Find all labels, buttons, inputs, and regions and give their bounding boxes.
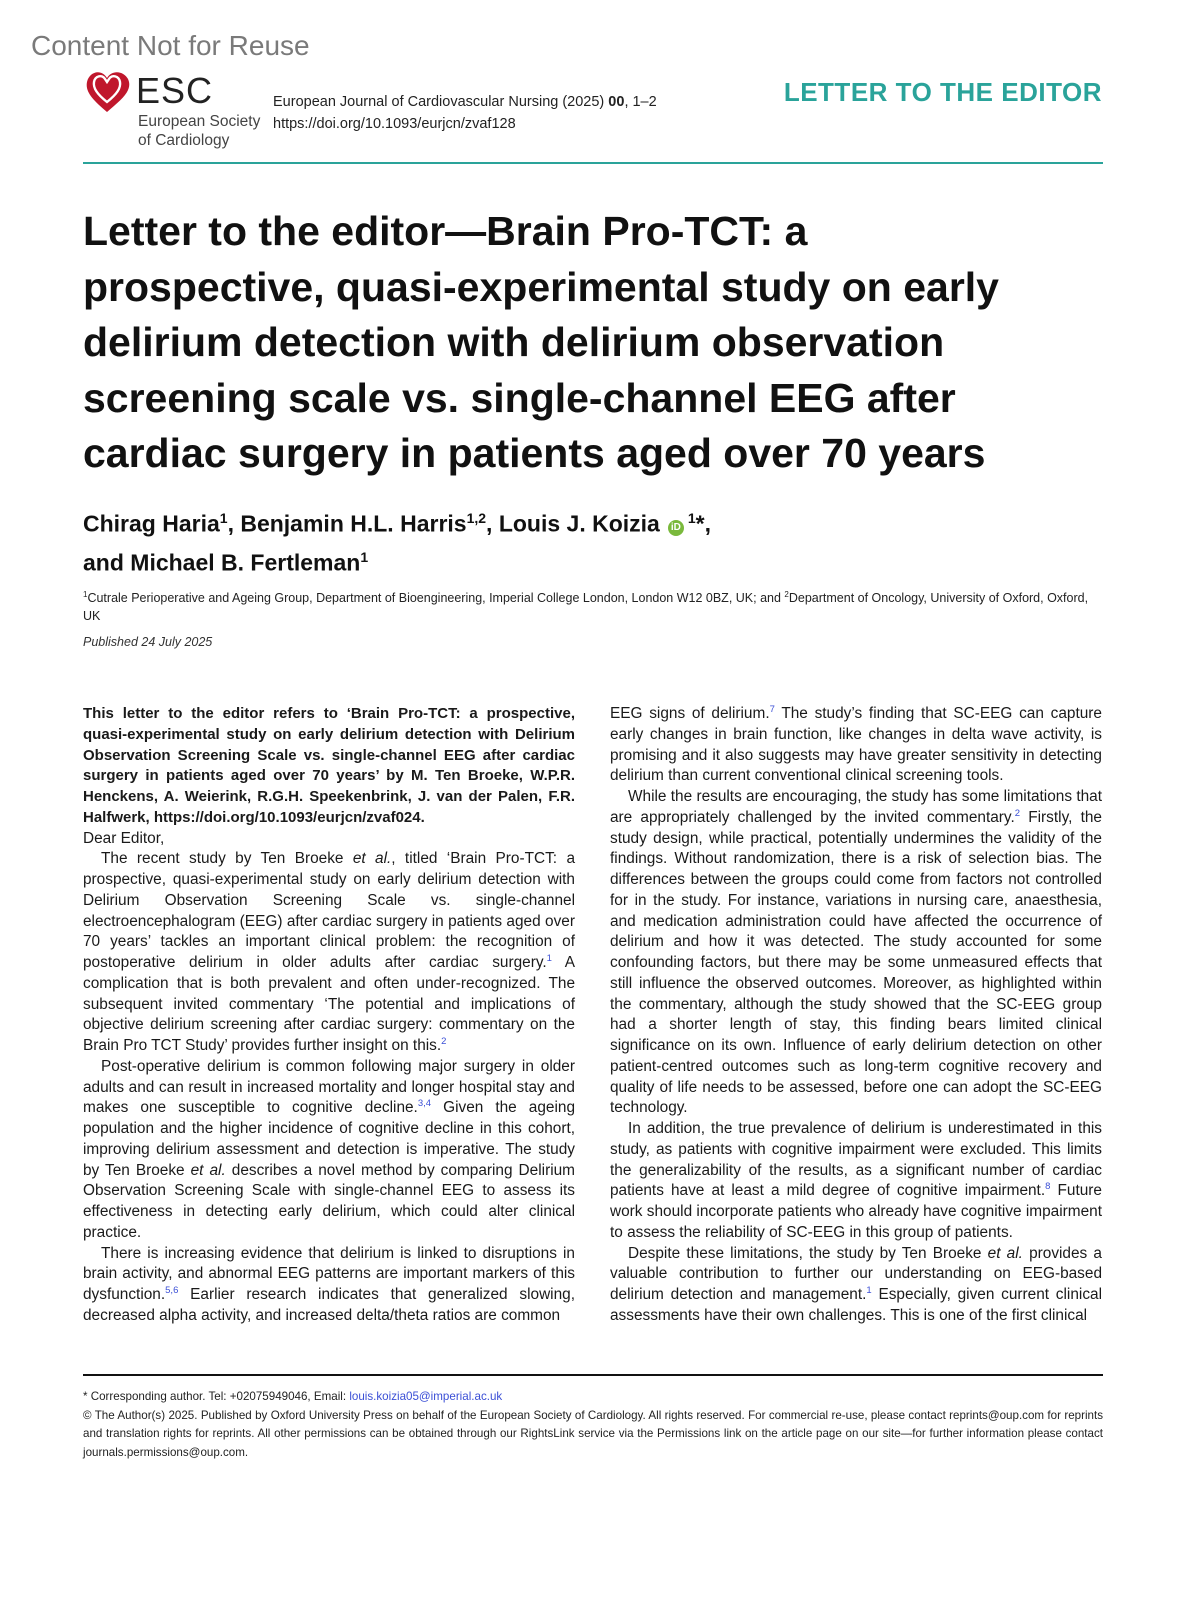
email-link[interactable]: louis.koizia05@imperial.ac.uk — [349, 1390, 503, 1403]
body-paragraph — [610, 1244, 1102, 1327]
published-date: Published 24 July 2025 — [83, 635, 213, 649]
paragraph-text: This letter to the editor refers to ‘Brain Pro-TCT: a prospective, quasi-experimental study on early delirium detection with Delirium Observation Screening Scale vs. single-channel EEG after cardiac surgery in patients aged over 70 years’ by M. Ten Broeke, W.P.R. Henckens, A. Weierink, R.G.H. Speekenbrink, J. van der Palen, F.R. Halfwerk, https://doi.org/10.1093/eurjcn/zvaf024. — [83, 705, 575, 826]
paragraph-text: et al. — [190, 1161, 226, 1179]
society-line-1: European Society — [138, 113, 261, 130]
paragraph-text: While the results are encouraging, the study has some limitations that are appropriately challenged by the invited commentary. — [610, 788, 1102, 826]
journal-pages: , 1–2 — [624, 94, 657, 110]
body-paragraph — [83, 829, 575, 850]
citation-ref[interactable]: 2 — [441, 1035, 447, 1047]
corresponding-author-note: * Corresponding author. Tel: +02075949046, Email: — [83, 1390, 350, 1403]
watermark: Content Not for Reuse — [31, 30, 310, 61]
author-affil-sup: 1 — [360, 548, 369, 565]
paragraph-text: Given the ageing population and the higher incidence of cognitive decline in this cohort, improving delirium assessment and detection is imperative. The study by Ten Broeke — [83, 1099, 575, 1179]
corresponding-mark: * — [695, 510, 705, 537]
paragraph-text: A complication that is both prevalent and often under-recognized. The subsequent invited commentary ‘The potential and implications of objective delirium screening after cardiac surgery: commentary on the Brain Pro TCT Study’ provides further insight on this. — [83, 954, 575, 1054]
author-affil-sup: 1,2 — [466, 510, 487, 526]
body-paragraph — [83, 1057, 575, 1244]
affil-sup: 1 — [83, 590, 88, 599]
journal-volume: 00 — [608, 94, 625, 110]
footnotes — [83, 1388, 1103, 1462]
body-paragraph — [610, 1119, 1102, 1244]
citation-ref[interactable]: 1 — [866, 1284, 872, 1296]
doi-link[interactable]: https://doi.org/10.1093/eurjcn/zvaf128 — [273, 116, 516, 132]
paragraph-text: In addition, the true prevalence of delirium is underestimated in this study, as patients with cognitive impairment were excluded. This limits the generalizability of the results, as a significant number of cardiac patients have at least a mild degree of cognitive impairment. — [610, 1120, 1102, 1200]
article-title — [83, 204, 1113, 482]
esc-logo-text: ESC — [136, 70, 214, 111]
citation-ref[interactable]: 2 — [1014, 807, 1021, 819]
journal-citation — [273, 91, 657, 135]
paragraph-text: Firstly, the study design, while practical, potentially undermines the validity of the findings. Without randomization, there is a risk of selection bias. The differences between the groups could come from factors not controlled for in the study. For instance, variations in nursing care, anaesthesia, and medication administration could have affected the occurrence of delirium and how it was detected. The study accounted for some confounding factors, but there may be some unmeasured effects that still influence the observed outcomes. Moreover, as highlighted within the commentary, although the study showed that the SC-EEG group had a shorter length of stay, this finding bears limited clinical significance on its own. Influence of early delirium detection on other patient-centred outcomes such as long-term cognitive recovery and quality of life needs to be assessed, before one can adopt the SC-EEG technology. — [610, 808, 1102, 1117]
paragraph-text: Dear Editor, — [83, 829, 165, 847]
affiliations — [83, 586, 1103, 625]
citation-ref[interactable]: 5,6 — [165, 1284, 179, 1296]
author-name[interactable]: Chirag Haria — [83, 510, 220, 537]
orcid-icon[interactable]: iD — [668, 520, 684, 536]
title-line: delirium detection with delirium observation — [83, 319, 945, 365]
paragraph-text: et al. — [352, 850, 392, 868]
body-column-right — [610, 704, 1102, 1327]
journal-name: European Journal of Cardiovascular Nursing (2025) — [273, 94, 605, 110]
paragraph-text: , titled ‘Brain Pro-TCT: a prospective, quasi-experimental study on early delirium detection with Delirium Observation Screening Scale vs. single-channel electroencephalogram (EEG) after cardiac surgery in patients aged over 70 years’ tackles an important clinical problem: the recognition of postoperative delirium in older adults after cardiac surgery. — [83, 850, 576, 971]
author-affil-sup: 1 — [219, 510, 228, 526]
author-name[interactable]: Michael B. Fertleman — [130, 549, 361, 576]
title-line: prospective, quasi-experimental study on early — [83, 263, 999, 310]
title-line: screening scale vs. single-channel EEG after — [83, 374, 956, 421]
body-paragraph — [610, 704, 1102, 787]
paragraph-text: describes a novel method by comparing Delirium Observation Screening Scale with single-channel EEG to assess its effectiveness in detecting early delirium, which could alter clinical practice. — [83, 1161, 575, 1241]
body-paragraph — [610, 787, 1102, 1119]
footnote-divider — [83, 1374, 1103, 1376]
paragraph-text: et al. — [987, 1244, 1023, 1262]
society-line-2: of Cardiology — [138, 132, 230, 149]
paragraph-text: The recent study by Ten Broeke — [101, 850, 353, 868]
affil-sup: 2 — [784, 590, 789, 599]
lead-paragraph — [83, 704, 575, 829]
citation-ref[interactable]: 7 — [769, 703, 775, 715]
author-list: Chirag Haria$^1$, Benjamin H.L. Harris$^{1,2}$, Louis J. Koizia $iD^1*$, and Michael B. Fertleman$^1$ — [83, 510, 711, 576]
society-name — [138, 112, 260, 150]
copyright-note: © The Author(s) 2025. Published by Oxford University Press on behalf of the European Society of Cardiology. All rights reserved. For commercial re-use, please contact reprints@oup.com for reprints and translation rights for reprints. All other permissions can be obtained through our RightsLink service via the Permissions link on the article page on our site—for further information please contact journals.permissions@oup.com. — [83, 1408, 1103, 1459]
citation-ref[interactable]: 1 — [546, 952, 552, 964]
body-paragraph — [83, 1244, 575, 1327]
affil-text: Department of Oncology, University of Oxford, Oxford, UK — [83, 591, 1089, 624]
body-column-left — [83, 704, 575, 1327]
paragraph-text: Especially, given current clinical assessments have their own challenges. This is one of the first clinical — [610, 1286, 1102, 1324]
paragraph-text: Despite these limitations, the study by Ten Broeke — [628, 1244, 988, 1262]
body-paragraph — [83, 849, 575, 1057]
title-line: cardiac surgery in patients aged over 70 years — [83, 430, 986, 476]
paragraph-text: Future work should incorporate patients who already have cognitive impairment to assess the reliability of SC-EEG in this group of patients. — [610, 1182, 1102, 1241]
paragraph-text: There is increasing evidence that delirium is linked to disruptions in brain activity, and abnormal EEG patterns are important markers of this dysfunction. — [83, 1244, 575, 1303]
title-line: Letter to the editor—Brain Pro-TCT: a — [83, 208, 808, 254]
paragraph-text: Post-operative delirium is common following major surgery in older adults and can result in increased mortality and longer hospital stay and makes one susceptible to cognitive decline. — [83, 1057, 575, 1117]
paragraph-text: EEG signs of delirium. — [610, 705, 770, 722]
paragraph-text: Earlier research indicates that generalized slowing, decreased alpha activity, and increased delta/theta ratios are common — [83, 1286, 575, 1324]
author-name[interactable]: Benjamin H.L. Harris — [240, 510, 467, 537]
paragraph-text: provides a valuable contribution to further our understanding on EEG-based delirium detection and management. — [610, 1244, 1102, 1303]
citation-ref[interactable]: 3,4 — [417, 1098, 432, 1110]
affil-text: Cutrale Perioperative and Ageing Group, Department of Bioengineering, Imperial College London, London W12 0BZ, UK; and — [87, 591, 785, 606]
header-divider — [83, 162, 1103, 164]
article-type-label: LETTER TO THE EDITOR — [783, 77, 1102, 107]
author-affil-sup: 1 — [687, 510, 696, 526]
citation-ref[interactable]: 8 — [1045, 1181, 1051, 1193]
author-name[interactable]: Louis J. Koizia — [498, 510, 660, 537]
paragraph-text: The study’s finding that SC-EEG can capture early changes in brain function, like changes in delta wave activity, is promising and it also suggests may have greater sensitivity in detecting delirium than current conventional clinical screening tools. — [610, 705, 1102, 785]
author-conjunction: and — [83, 549, 131, 576]
